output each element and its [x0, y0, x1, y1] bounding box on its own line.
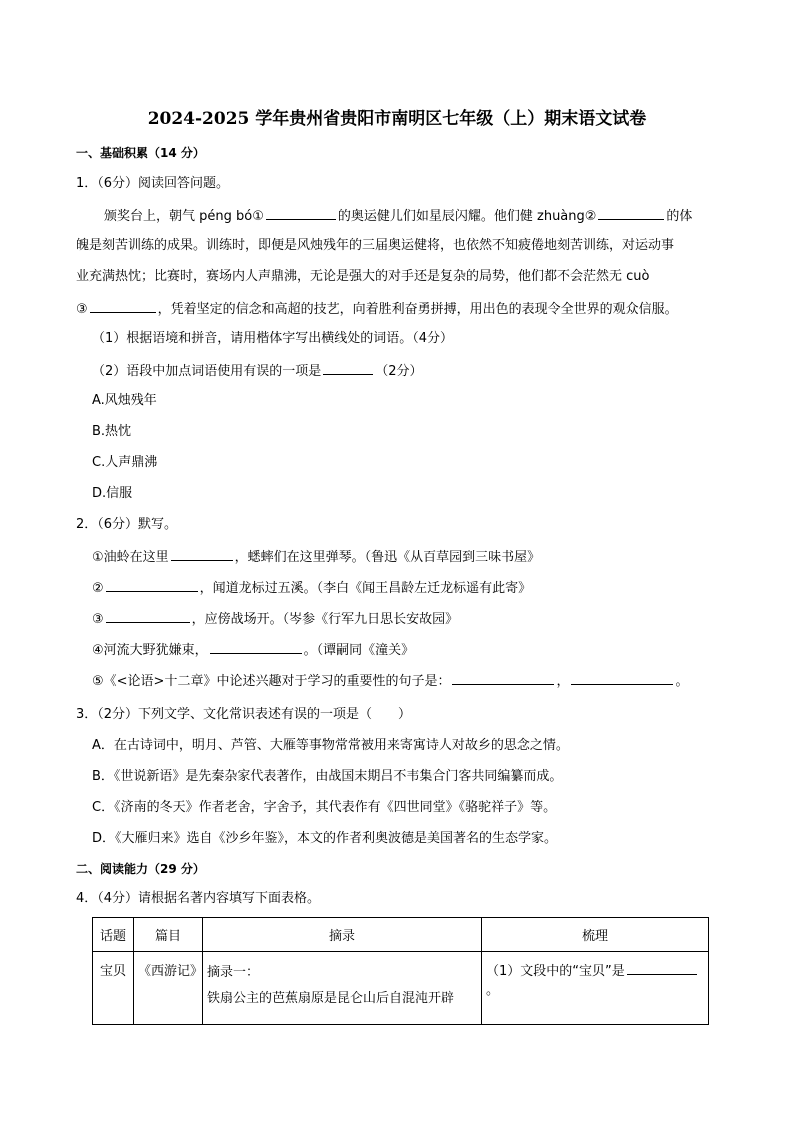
option-c: C.人声鼎沸 — [92, 455, 158, 470]
passage-text: 的奥运健儿们如星辰闪耀。他们健 zhuàng② — [337, 209, 597, 224]
answer-blank[interactable] — [323, 361, 373, 375]
answer-blank[interactable] — [171, 547, 233, 561]
cell-excerpt — [203, 952, 482, 1025]
option-a: A.风烛残年 — [92, 393, 157, 408]
sort-text: （1）文段中的“宝贝”是 — [486, 964, 625, 979]
sub-question-score: （2分） — [375, 364, 423, 379]
answer-blank[interactable] — [106, 578, 198, 592]
recite-text: ③ — [92, 612, 104, 627]
recite-text: ，蟋蟀们在这里弹琴。（鲁迅《从百草园到三味书屋》 — [234, 550, 541, 565]
sub-question-2 — [92, 361, 423, 381]
option-d: D.信服 — [92, 486, 133, 501]
book-table — [92, 917, 709, 1025]
column-header-book: 篇目 — [134, 918, 203, 952]
answer-blank[interactable] — [106, 609, 190, 623]
question-2-stem: 2．（6分）默写。 — [76, 517, 178, 532]
option-b: B．《世说新语》是先秦杂家代表著作，由战国末期吕不韦集合门客共同编纂而成。 — [92, 769, 563, 784]
answer-blank[interactable] — [210, 640, 302, 654]
question-3-stem: 3．（2分）下列文学、文化常识表述有误的一项是（ ） — [76, 707, 412, 722]
option-a: A．在古诗词中，明月、芦管、大雁等事物常常被用来寄寓诗人对故乡的思念之情。 — [92, 738, 569, 753]
passage-text: 的体 — [666, 209, 693, 224]
column-header-excerpt: 摘录 — [203, 918, 482, 952]
recite-text: ② — [92, 581, 104, 596]
question-4-stem: 4．（4分）请根据名著内容填写下面表格。 — [76, 891, 321, 906]
passage-line-1 — [104, 206, 692, 226]
column-header-topic: 话题 — [93, 918, 134, 952]
recite-text: ④河流大野犹嫌束， — [92, 643, 208, 658]
cell-book: 《西游记》 — [134, 952, 203, 1025]
question-1-stem: 1．（6分）阅读回答问题。 — [76, 176, 230, 191]
table-header-row — [93, 918, 709, 952]
section-heading-reading: 二、阅读能力（29 分） — [76, 862, 205, 876]
recite-line-2 — [92, 578, 531, 598]
recite-text: 。 — [675, 674, 689, 689]
excerpt-label: 摘录一： — [207, 965, 260, 980]
recite-line-1 — [92, 547, 540, 567]
answer-blank-1[interactable] — [266, 206, 336, 220]
recite-text: ⑤《<论语>十二章》中论述兴趣对于学习的重要性的句子是： — [92, 674, 451, 689]
recite-line-4 — [92, 640, 414, 660]
option-c: C．《济南的冬天》作者老舍，字舍予，其代表作有《四世同堂》《骆驼祥子》等。 — [92, 800, 557, 815]
sub-question-1: （1）根据语境和拼音，请用楷体字写出横线处的词语。（4分） — [92, 331, 454, 346]
page-title: 2024-2025 学年贵州省贵阳市南明区七年级（上）期末语文试卷 — [147, 109, 647, 129]
sub-question-text: （2）语段中加点词语使用有误的一项是 — [92, 364, 322, 379]
sort-text: 。 — [486, 983, 500, 998]
table-row — [93, 952, 709, 1025]
option-b: B.热忱 — [92, 424, 132, 439]
answer-blank[interactable] — [627, 961, 697, 975]
column-header-sort: 梳理 — [482, 918, 709, 952]
excerpt-text: 铁扇公主的芭蕉扇原是昆仑山后自混沌开辟 — [207, 991, 455, 1006]
recite-text: ，应傍战场开。（岑参《行军九日思长安故园》 — [191, 612, 459, 627]
answer-blank-2[interactable] — [598, 206, 664, 220]
answer-blank[interactable] — [571, 671, 673, 685]
answer-blank-3[interactable] — [90, 299, 156, 313]
passage-line-3: 业充满热忱；比赛时，赛场内人声鼎沸，无论是强大的对手还是复杂的局势，他们都不会茫然无 cuò — [76, 269, 650, 284]
recite-text: ，闻道龙标过五溪。（李白《闻王昌龄左迁龙标遥有此寄》 — [199, 581, 532, 596]
cell-sort — [482, 952, 709, 1025]
recite-text: ①油蛉在这里 — [92, 550, 169, 565]
passage-text: 颁奖台上，朝气 péng bó① — [104, 209, 264, 224]
recite-line-5 — [92, 671, 688, 691]
passage-text: ③ — [76, 302, 88, 317]
option-d: D．《大雁归来》选自《沙乡年鉴》，本文的作者利奥波德是美国著名的生态学家。 — [92, 831, 558, 846]
section-heading-basic: 一、基础积累（14 分） — [76, 146, 205, 160]
passage-line-4 — [76, 299, 678, 319]
recite-text: ， — [556, 674, 570, 689]
passage-text: ，凭着坚定的信念和高超的技艺，向着胜利奋勇拼搏，用出色的表现令全世界的观众信服。 — [157, 302, 678, 317]
cell-topic: 宝贝 — [93, 952, 134, 1025]
recite-line-3 — [92, 609, 458, 629]
recite-text: 。（谭嗣同《潼关》 — [303, 643, 415, 658]
answer-blank[interactable] — [452, 671, 554, 685]
passage-line-2: 魄是刻苦训练的成果。训练时，即便是风烛残年的三届奥运健将，也依然不知疲倦地刻苦训练，对运动事 — [76, 238, 675, 253]
